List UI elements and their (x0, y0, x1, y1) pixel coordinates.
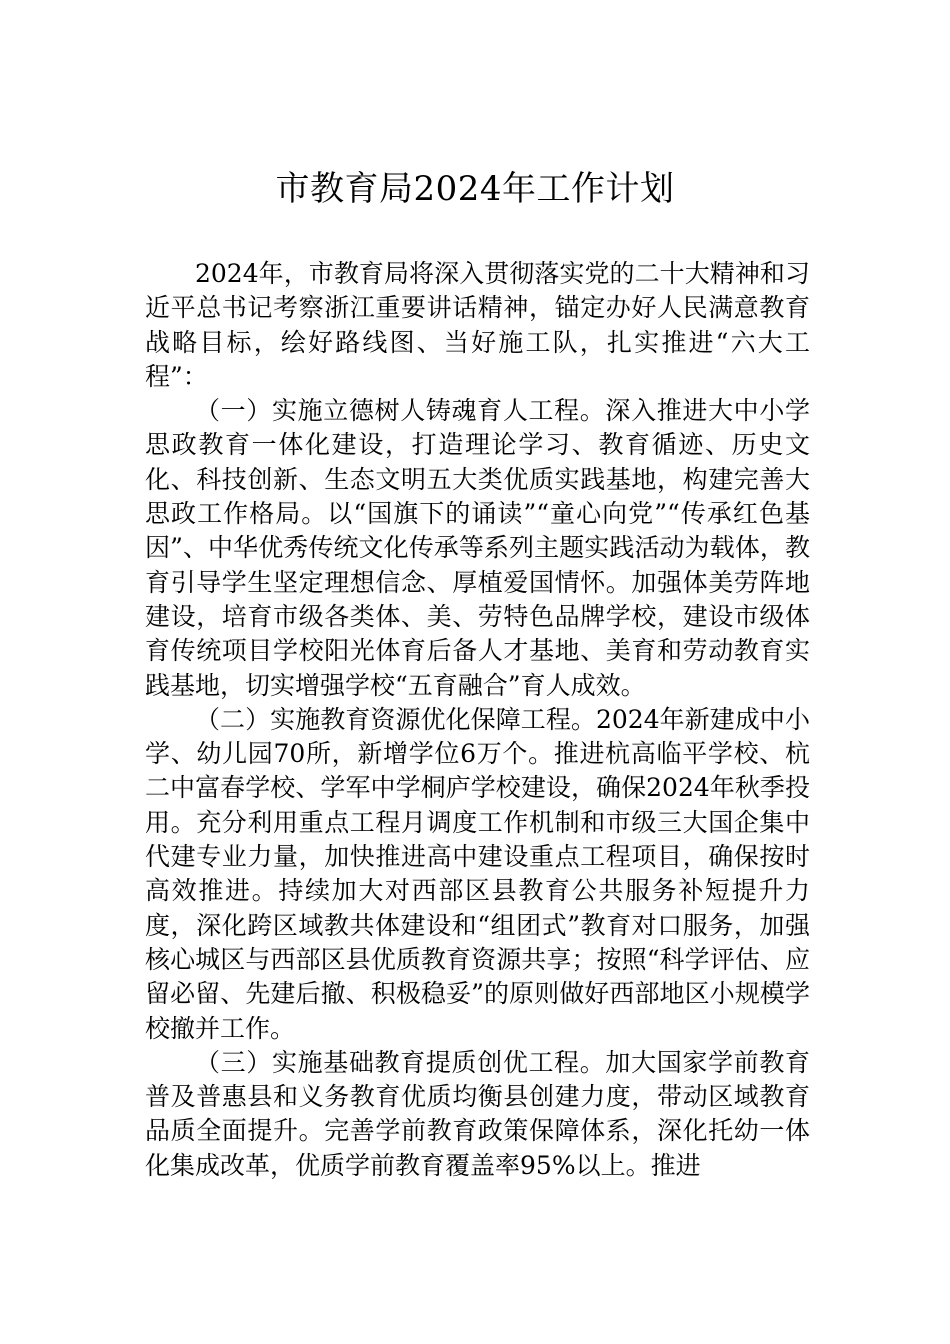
document-title: 市教育局2024年工作计划 (275, 169, 675, 209)
paragraph-section-2: （二）实施教育资源优化保障工程。2024年新建成中小学、幼儿园70所，新增学位6万个。推进杭高临平学校、杭二中富春学校、学军中学桐庐学校建设，确保2024年秋季投用。充分利用重点工程月调度工作机制和市级三大国企集中代建专业力量，加快推进高中建设重点工程项目，确保按时高效推进。持续加大对西部区县教育公共服务补短提升力度，深化跨区域教共体建设和“组团式”教育对口服务，加强核心城区与西部区县优质教育资源共享；按照“科学评估、应留必留、先建后撤、积极稳妥”的原则做好西部地区小规模学校撤并工作。 (145, 704, 810, 1043)
paragraph-section-1: （一）实施立德树人铸魂育人工程。深入推进大中小学思政教育一体化建设，打造理论学习、教育循迹、历史文化、科技创新、生态文明五大类优质实践基地，构建完善大思政工作格局。以“国旗下的诵读”“童心向党”“传承红色基因”、中华优秀传统文化传承等系列主题实践活动为载体，教育引导学生坚定理想信念、厚植爱国情怀。加强体美劳阵地建设，培育市级各类体、美、劳特色品牌学校，建设市级体育传统项目学校阳光体育后备人才基地、美育和劳动教育实践基地，切实增强学校“五育融合”育人成效。 (145, 396, 810, 700)
paragraph-intro: 2024年，市教育局将深入贯彻落实党的二十大精神和习近平总书记考察浙江重要讲话精神，锚定办好人民满意教育战略目标，绘好路线图、当好施工队，扎实推进“六大工程”： (145, 259, 810, 391)
document-body (145, 257, 810, 1183)
paragraph-section-3: （三）实施基础教育提质创优工程。加大国家学前教育普及普惠县和义务教育优质均衡县创建力度，带动区域教育品质全面提升。完善学前教育政策保障体系，深化托幼一体化集成改革，优质学前教育覆盖率95%以上。推进 (145, 1047, 810, 1180)
